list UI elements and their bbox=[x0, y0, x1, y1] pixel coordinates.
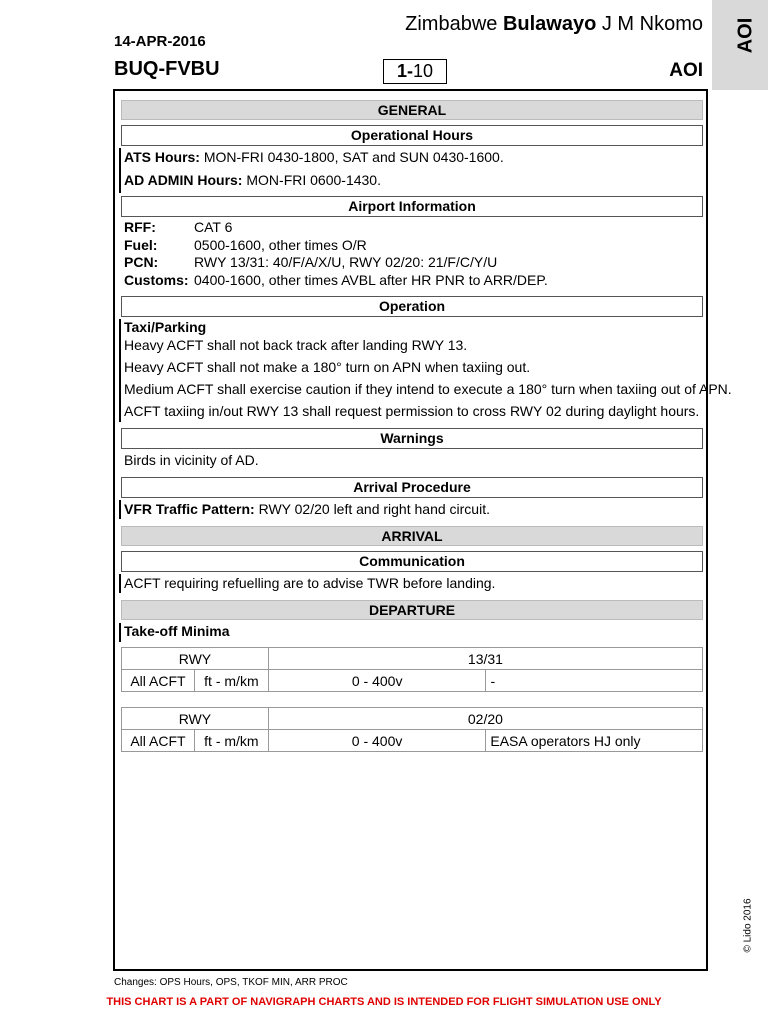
subheader-operation: Operation bbox=[121, 296, 703, 317]
pcn-label: PCN: bbox=[124, 254, 159, 270]
change-bar bbox=[119, 148, 121, 193]
takeoff-minima-table-02-20 bbox=[121, 707, 703, 752]
change-bar bbox=[119, 500, 121, 519]
subheader-warnings: Warnings bbox=[121, 428, 703, 449]
vfr-value: RWY 02/20 left and right hand circuit. bbox=[254, 501, 490, 517]
copyright-notice: © Lido 2016 bbox=[742, 898, 754, 953]
ad-admin-value: MON-FRI 0600-1430. bbox=[242, 172, 381, 188]
airport-code: BUQ-FVBU bbox=[114, 58, 220, 80]
minima-value-cell: 0 - 400v bbox=[268, 670, 486, 692]
rff-value: CAT 6 bbox=[194, 219, 233, 235]
customs-value: 0400-1600, other times AVBL after HR PNR to ARR/DEP. bbox=[194, 272, 548, 288]
changes-note: Changes: OPS Hours, OPS, TKOF MIN, ARR PROC bbox=[114, 977, 348, 988]
fuel-label: Fuel: bbox=[124, 237, 158, 253]
taxi-note-3: Medium ACFT shall exercise caution if they intend to execute a 180° turn when taxiing out of APN. bbox=[124, 381, 732, 397]
ad-admin-label: AD ADMIN Hours: bbox=[124, 172, 243, 188]
subheader-airport-information: Airport Information bbox=[121, 196, 703, 217]
taxi-parking-title: Taxi/Parking bbox=[124, 319, 207, 335]
page-num: 10 bbox=[412, 61, 434, 81]
customs-label: Customs: bbox=[124, 272, 189, 288]
subheader-arrival-procedure: Arrival Procedure bbox=[121, 477, 703, 498]
page-prefix: 1- bbox=[396, 61, 413, 81]
country-name: Zimbabwe bbox=[405, 13, 498, 35]
table-row bbox=[122, 670, 703, 692]
acft-cell: All ACFT bbox=[122, 730, 195, 752]
minima-value-cell: 0 - 400v bbox=[268, 730, 486, 752]
taxi-note-2: Heavy ACFT shall not make a 180° turn on APN when taxiing out. bbox=[124, 359, 531, 375]
section-tab bbox=[712, 0, 768, 90]
note-cell: EASA operators HJ only bbox=[486, 730, 703, 752]
section-arrival: ARRIVAL bbox=[121, 526, 703, 546]
table-row bbox=[122, 648, 703, 670]
takeoff-minima-title: Take-off Minima bbox=[124, 623, 230, 639]
ats-hours-value: MON-FRI 0430-1800, SAT and SUN 0430-1600. bbox=[199, 149, 504, 165]
city-name: Bulawayo bbox=[502, 13, 597, 35]
unit-cell: ft - m/km bbox=[194, 670, 268, 692]
section-tab-label: AOI bbox=[734, 17, 757, 54]
comm-note-1: ACFT requiring refuelling are to advise TWR before landing. bbox=[124, 575, 496, 591]
chart-date: 14-APR-2016 bbox=[114, 33, 206, 50]
table-row bbox=[122, 730, 703, 752]
vfr-label: VFR Traffic Pattern: bbox=[124, 501, 255, 517]
unit-cell: ft - m/km bbox=[194, 730, 268, 752]
airport-title bbox=[405, 13, 703, 36]
taxi-note-1: Heavy ACFT shall not back track after landing RWY 13. bbox=[124, 337, 468, 353]
disclaimer: THIS CHART IS A PART OF NAVIGRAPH CHARTS AND IS INTENDED FOR FLIGHT SIMULATION USE ONLY bbox=[106, 996, 662, 1008]
section-general: GENERAL bbox=[121, 100, 703, 120]
ats-hours bbox=[124, 149, 504, 165]
warning-note-1: Birds in vicinity of AD. bbox=[124, 452, 259, 468]
taxi-note-4: ACFT taxiing in/out RWY 13 shall request permission to cross RWY 02 during daylight hours. bbox=[124, 403, 700, 419]
fuel-value: 0500-1600, other times O/R bbox=[194, 237, 367, 253]
change-bar bbox=[119, 623, 121, 642]
change-bar bbox=[119, 319, 121, 422]
page-number bbox=[383, 59, 447, 84]
section-code: AOI bbox=[669, 60, 703, 81]
rwy-header-value: 13/31 bbox=[268, 648, 702, 670]
ad-admin-hours bbox=[124, 172, 381, 188]
rff-label: RFF: bbox=[124, 219, 156, 235]
rwy-header-value: 02/20 bbox=[268, 708, 702, 730]
change-bar bbox=[119, 574, 121, 593]
table-row bbox=[122, 708, 703, 730]
takeoff-minima-table-13-31 bbox=[121, 647, 703, 692]
vfr-traffic-pattern bbox=[124, 501, 490, 517]
pcn-value: RWY 13/31: 40/F/A/X/U, RWY 02/20: 21/F/C/Y/U bbox=[194, 254, 498, 270]
subheader-operational-hours: Operational Hours bbox=[121, 125, 703, 146]
rwy-header-label: RWY bbox=[122, 708, 269, 730]
rwy-header-label: RWY bbox=[122, 648, 269, 670]
ats-hours-label: ATS Hours: bbox=[124, 149, 200, 165]
subheader-communication: Communication bbox=[121, 551, 703, 572]
note-cell: - bbox=[486, 670, 703, 692]
section-departure: DEPARTURE bbox=[121, 600, 703, 620]
airport-name: J M Nkomo bbox=[601, 13, 703, 35]
acft-cell: All ACFT bbox=[122, 670, 195, 692]
